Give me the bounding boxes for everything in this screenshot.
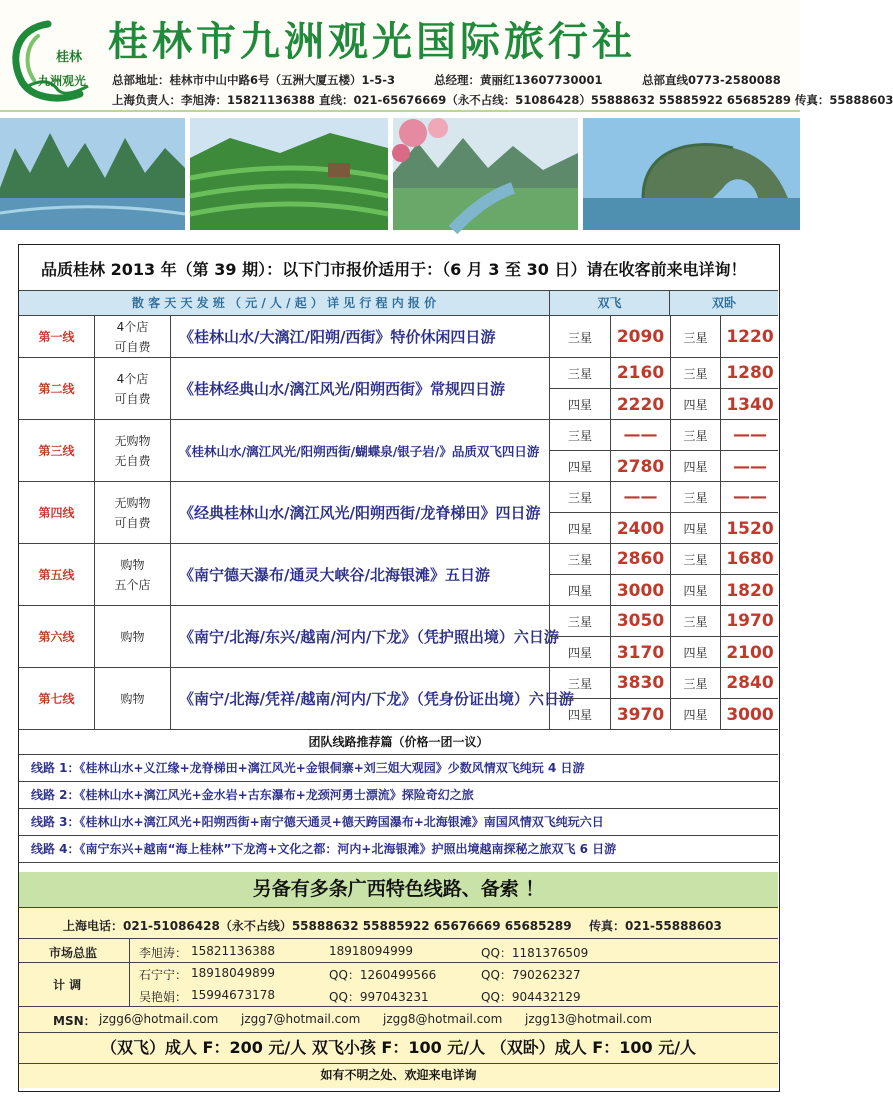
sleeper-price	[720, 420, 779, 450]
fly-price	[610, 637, 670, 668]
fly-star-level-value: 三星	[567, 552, 592, 567]
sleeper-price	[720, 575, 779, 606]
photo-guilin-river	[0, 118, 185, 230]
fly-star-level-value: 四星	[567, 460, 592, 474]
dispatcher-1-qq1: QQ：1260499566	[329, 968, 437, 982]
fly-star-level	[550, 482, 610, 512]
fly-price-value: ——	[623, 425, 658, 445]
route-row	[19, 316, 778, 358]
sleeper-price-value: 1820	[726, 580, 774, 601]
sleeper-price	[720, 316, 779, 358]
sleeper-price-value: ——	[733, 456, 767, 477]
fly-star-level-value: 三星	[567, 428, 592, 443]
fly-star-level	[550, 544, 610, 574]
price-row	[549, 316, 778, 358]
sleeper-star-level	[670, 316, 720, 358]
route-row	[19, 482, 778, 544]
sleeper-price	[720, 358, 779, 388]
market-director-phone1: 15821136388	[191, 944, 275, 958]
fax-number: 传真：021-55888603	[589, 919, 722, 933]
photo-blossom-river	[393, 118, 578, 230]
contact-section	[19, 908, 778, 1032]
route-row	[19, 668, 778, 730]
sleeper-price-value: 1280	[726, 363, 774, 383]
fare-info: （双飞）成人 F：200 元/人 双飞小孩 F：100 元/人 （双卧）成人 F：100 元/人	[19, 1032, 778, 1064]
sleeper-price-value: ——	[733, 487, 767, 507]
team-routes-title: 团队线路推荐篇（价格一团一议）	[19, 731, 778, 755]
route-note	[95, 482, 171, 543]
price-row	[549, 358, 778, 389]
fly-price-value: 3970	[616, 704, 665, 725]
dispatcher-label: 计 调	[53, 978, 82, 992]
route-line-label: 第四线	[19, 482, 95, 543]
sleeper-star-level-value: 四星	[683, 708, 708, 722]
dispatcher-1-qq2: QQ：790262327	[481, 968, 581, 982]
sleeper-price	[720, 451, 779, 482]
fly-price	[610, 699, 670, 730]
fly-star-level-value: 四星	[567, 646, 592, 660]
dispatcher-2-phone: 15994673178	[191, 988, 275, 1002]
sleeper-price-value: 1220	[726, 327, 774, 347]
fly-star-level	[550, 637, 610, 668]
route-note	[95, 544, 171, 605]
sleeper-star-level-value: 四星	[683, 398, 708, 412]
route-line-label: 第三线	[19, 420, 95, 481]
route-line-label: 第六线	[19, 606, 95, 667]
fly-star-level-value: 三星	[567, 490, 592, 505]
footer-note: 如有不明之处、欢迎来电详询	[19, 1064, 778, 1088]
price-row	[549, 482, 778, 513]
price-row	[549, 668, 778, 699]
route-note-text: 购物	[120, 629, 145, 644]
route-line-label: 第一线	[19, 316, 95, 357]
fly-price-value: 3830	[616, 673, 665, 693]
header-info-line1	[112, 72, 781, 88]
sleeper-price-value: 2840	[726, 673, 774, 693]
route-name[interactable]: 《桂林经典山水/漓江风光/阳朔西街》常规四日游	[179, 380, 505, 398]
price-row	[549, 544, 778, 575]
sleeper-star-level-value: 三星	[683, 428, 708, 443]
sleeper-price-value: 2100	[726, 642, 774, 663]
sleeper-star-level-value: 三星	[683, 330, 708, 345]
msn-account-2[interactable]: jzgg7@hotmail.com	[241, 1012, 361, 1026]
logo-text-jiuzhou: 九洲观光	[38, 74, 87, 88]
market-director-phone2: 18918094999	[329, 944, 413, 958]
sleeper-star-level	[670, 389, 720, 420]
team-route-4: 线路 4：《南宁东兴+越南“海上桂林”下龙湾+文化之都：河内+北海银滩》护照出境越南探秘之旅双飞 6 日游	[19, 836, 778, 863]
dispatcher-1-phone: 18918049899	[191, 966, 275, 980]
sleeper-price-value: 3000	[726, 704, 774, 725]
fly-star-level-value: 四星	[567, 708, 592, 722]
table-header-sleeper: 双卧	[669, 291, 778, 316]
fly-star-level	[550, 606, 610, 636]
sleeper-star-level	[670, 513, 720, 544]
fly-price-value: 2160	[616, 363, 665, 383]
team-route-2: 线路 2：《桂林山水+漓江风光+金水岩+古东瀑布+龙颈河勇士漂流》探险奇幻之旅	[19, 782, 778, 809]
route-name[interactable]: 《桂林山水/漓江风光/阳朔西街/蝴蝶泉/银子岩/》品质双飞四日游	[179, 443, 540, 459]
fly-price	[610, 544, 670, 574]
route-note-text: 购物	[120, 691, 145, 706]
sleeper-star-level	[670, 420, 720, 450]
shanghai-phones: 上海电话：021-51086428（永不占线）55888632 55885922 65676669 65685289	[63, 919, 572, 933]
price-row	[549, 699, 778, 730]
route-note	[95, 668, 171, 729]
fly-price	[610, 575, 670, 606]
fly-price-value: ——	[623, 487, 658, 507]
dispatcher-2-qq1: QQ：997043231	[329, 990, 429, 1004]
general-manager: 总经理：黄丽红13607730001	[434, 73, 603, 87]
sleeper-star-level	[670, 575, 720, 606]
fly-price	[610, 606, 670, 636]
fly-star-level	[550, 389, 610, 420]
price-row	[549, 451, 778, 482]
route-line-label: 第七线	[19, 668, 95, 729]
price-table	[18, 244, 780, 1092]
dispatcher-2-qq2: QQ：904432129	[481, 990, 581, 1004]
extra-routes-banner: 另备有多条广西特色线路、备索 ！	[19, 872, 778, 908]
sleeper-star-level-value: 四星	[683, 646, 708, 660]
price-row	[549, 389, 778, 420]
route-note-text: 无购物	[114, 495, 151, 510]
fly-price	[610, 482, 670, 512]
fly-star-level-value: 三星	[567, 366, 592, 381]
market-director-label: 市场总监	[49, 946, 98, 960]
fly-star-level-value: 三星	[567, 676, 592, 691]
sleeper-star-level-value: 三星	[683, 552, 708, 567]
sleeper-price	[720, 482, 779, 512]
route-note-text: 购物	[120, 557, 145, 572]
sleeper-star-level-value: 四星	[683, 584, 708, 598]
fly-price	[610, 316, 670, 358]
sleeper-star-level	[670, 606, 720, 636]
fly-star-level	[550, 668, 610, 698]
route-note	[95, 420, 171, 481]
company-logo	[8, 16, 106, 104]
route-note-text: 4个店	[116, 371, 149, 386]
sleeper-star-level-value: 四星	[683, 522, 708, 536]
price-row	[549, 420, 778, 451]
sleeper-price-value: ——	[733, 425, 767, 445]
route-line-label: 第五线	[19, 544, 95, 605]
sleeper-star-level	[670, 637, 720, 668]
fly-price-value: 3050	[616, 611, 665, 631]
fly-price-value: 3170	[616, 642, 665, 663]
fly-star-level	[550, 699, 610, 730]
fly-price	[610, 389, 670, 420]
fly-price	[610, 451, 670, 482]
photo-elephant-hill	[583, 118, 800, 230]
price-row	[549, 637, 778, 668]
sleeper-price	[720, 637, 779, 668]
fly-price	[610, 358, 670, 388]
sleeper-star-level	[670, 699, 720, 730]
sleeper-price	[720, 513, 779, 544]
route-note-text: 可自费	[114, 391, 151, 406]
photo-strip	[0, 118, 800, 230]
msn-account-1[interactable]: jzgg6@hotmail.com	[99, 1012, 219, 1026]
price-notice: 品质桂林 2013 年（第 39 期）：以下门市报价适用于：（6 月 3 至 30 日）请在收客前来电详询！	[19, 245, 778, 291]
fly-star-level	[550, 420, 610, 450]
fly-price-value: 2860	[616, 549, 665, 569]
sleeper-star-level-value: 三星	[683, 676, 708, 691]
fly-star-level	[550, 358, 610, 388]
route-name[interactable]: 《南宁/北海/凭祥/越南/河内/下龙》（凭身份证出境）六日游	[179, 690, 574, 708]
msn-account-3[interactable]: jzgg8@hotmail.com	[383, 1012, 503, 1026]
sleeper-price	[720, 699, 779, 730]
sleeper-price	[720, 668, 779, 698]
fly-star-level	[550, 575, 610, 606]
sleeper-star-level-value: 四星	[683, 460, 708, 474]
dispatcher-1-name: 石宁宁：	[139, 968, 188, 982]
market-director-name: 李旭涛：	[139, 946, 188, 960]
hq-address: 总部地址：桂林市中山中路6号（五洲大厦五楼）1-5-3	[112, 73, 396, 87]
market-director-qq: QQ：1181376509	[481, 946, 589, 960]
fly-price-value: 3000	[616, 580, 665, 601]
route-note	[95, 316, 171, 357]
sleeper-price	[720, 389, 779, 420]
msn-account-4[interactable]: jzgg13@hotmail.com	[525, 1012, 652, 1026]
fly-star-level	[550, 316, 610, 358]
sleeper-price	[720, 606, 779, 636]
fly-star-level-value: 四星	[567, 398, 592, 412]
sleeper-star-level	[670, 451, 720, 482]
sleeper-price-value: 1970	[726, 611, 774, 631]
sleeper-price-value: 1680	[726, 549, 774, 569]
route-name[interactable]: 《南宁/北海/东兴/越南/河内/下龙》（凭护照出境）六日游	[179, 628, 559, 646]
sleeper-star-level	[670, 668, 720, 698]
route-note-text: 无自费	[114, 453, 151, 468]
header	[0, 0, 893, 112]
hq-phone: 总部直线0773-2580088	[642, 73, 781, 87]
route-note-text: 无购物	[114, 433, 151, 448]
fly-star-level-value: 三星	[567, 330, 592, 345]
route-note-text: 可自费	[114, 339, 151, 354]
table-header-main: 散 客 天 天 发 班 （ 元 / 人 / 起 ） 详 见 行 程 内 报 价	[19, 291, 549, 316]
msn-label: MSN：	[53, 1014, 96, 1028]
route-row	[19, 420, 778, 482]
sleeper-price-value: 1340	[726, 394, 774, 415]
route-line-label: 第二线	[19, 358, 95, 419]
fly-star-level-value: 三星	[567, 614, 592, 629]
route-note	[95, 358, 171, 419]
shanghai-contact-line: 上海负责人：李旭涛：15821136388 直线：021-65676669（永不占线：51086428）55888632 55885922 65685289 传真：55888603	[112, 93, 893, 107]
fly-star-level	[550, 451, 610, 482]
dispatcher-2-name: 吴艳娟：	[139, 990, 188, 1004]
fly-price	[610, 513, 670, 544]
fly-price	[610, 420, 670, 450]
fly-star-level-value: 四星	[567, 584, 592, 598]
route-note	[95, 606, 171, 667]
table-header-fly: 双飞	[549, 291, 669, 316]
sleeper-star-level-value: 三星	[683, 614, 708, 629]
team-route-3: 线路 3：《桂林山水+漓江风光+阳朔西街+南宁德天通灵+德天跨国瀑布+北海银滩》南国风情双飞纯玩六日	[19, 809, 778, 836]
route-row	[19, 358, 778, 420]
sleeper-star-level	[670, 358, 720, 388]
price-row	[549, 575, 778, 606]
sleeper-star-level-value: 三星	[683, 366, 708, 381]
team-route-1: 线路 1：《桂林山水+义江缘+龙脊梯田+漓江风光+金银侗寨+刘三姐大观园》少数风情双飞纯玩 4 日游	[19, 755, 778, 782]
sleeper-price	[720, 544, 779, 574]
route-name[interactable]: 《桂林山水/大漓江/阳朔/西街》特价休闲四日游	[179, 328, 496, 346]
sleeper-price-value: 1520	[726, 518, 774, 539]
sleeper-star-level-value: 三星	[683, 490, 708, 505]
fly-price	[610, 668, 670, 698]
fly-price-value: 2090	[616, 327, 665, 347]
company-title: 桂林市九洲观光国际旅行社	[108, 19, 636, 65]
price-row	[549, 606, 778, 637]
route-row	[19, 544, 778, 606]
fly-star-level	[550, 513, 610, 544]
sleeper-star-level	[670, 482, 720, 512]
fly-price-value: 2400	[616, 518, 665, 539]
route-note-text: 五个店	[114, 577, 151, 592]
route-name[interactable]: 《南宁德天瀑布/通灵大峡谷/北海银滩》五日游	[179, 566, 490, 584]
logo-text-guilin: 桂林	[56, 50, 83, 65]
route-row	[19, 606, 778, 668]
fly-price-value: 2780	[616, 456, 665, 477]
price-row	[549, 513, 778, 544]
sleeper-star-level	[670, 544, 720, 574]
photo-tea-terrace	[190, 118, 388, 230]
route-name[interactable]: 《经典桂林山水/漓江风光/阳朔西街/龙脊梯田》四日游	[179, 504, 541, 522]
route-note-text: 4个店	[116, 319, 149, 334]
route-note-text: 可自费	[114, 515, 151, 530]
fly-star-level-value: 四星	[567, 522, 592, 536]
fly-price-value: 2220	[616, 394, 665, 415]
